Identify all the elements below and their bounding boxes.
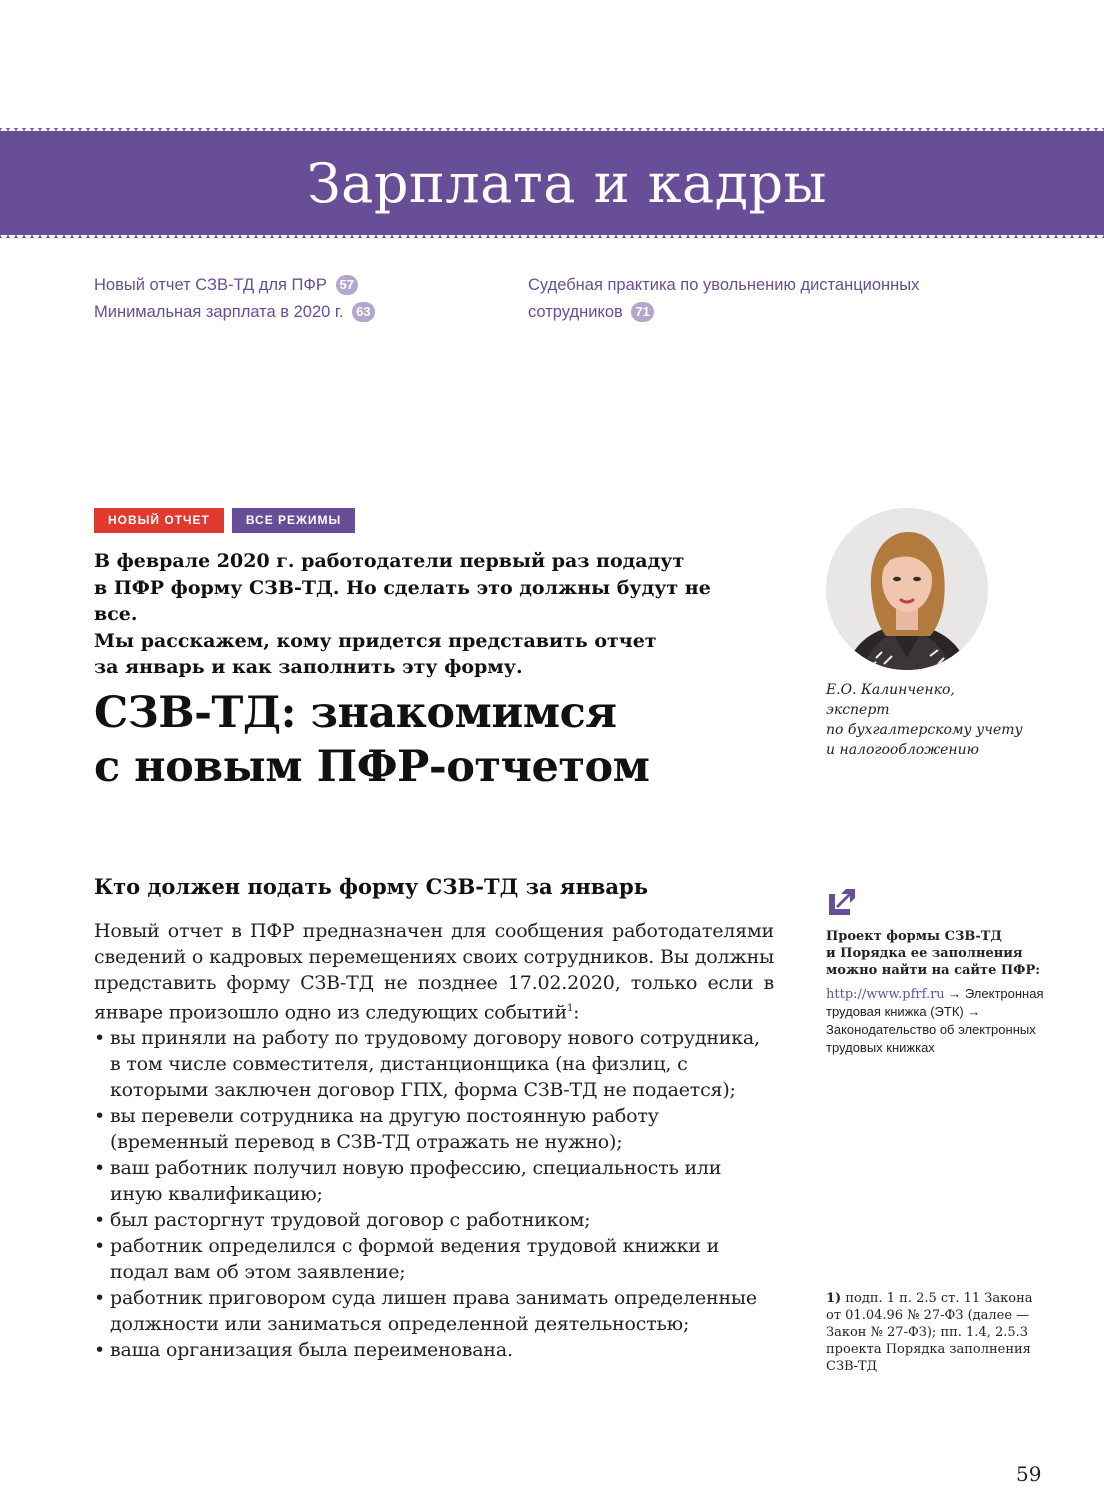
list-item: • вы приняли на работу по трудовому договору нового сотрудника, в том числе совместителя, дистанционщика (на физлиц, с которыми заключен договор ГПХ, форма СЗВ-ТД не подается); (94, 1025, 774, 1103)
article-headline (94, 686, 774, 794)
toc-item-label: Новый отчет СЗВ-ТД для ПФР (94, 276, 327, 294)
body-intro-text: Новый отчет в ПФР предназначен для сообщения работодателями сведений о кадровых перемещениях своих сотрудников. Вы должны представить форму СЗВ-ТД не позднее 17.02.2020, только если в январе произошло одно из следующих событий (94, 920, 774, 1024)
headline-line: с новым ПФР-отчетом (94, 742, 650, 792)
author-credit (826, 680, 1066, 760)
lead-line: в ПФР форму СЗВ-ТД. Но сделать это должны будут не все. (94, 576, 711, 625)
toc-item[interactable] (94, 272, 375, 299)
toc-page-badge: 57 (336, 275, 358, 295)
pfr-link[interactable]: http://www.pfrf.ru (826, 987, 945, 1002)
events-list (94, 1025, 774, 1363)
sidebar-note-heading: Проект формы СЗВ-ТД (826, 929, 1002, 944)
footnote-ref[interactable]: 1 (566, 1003, 574, 1014)
sidebar-note-heading: можно найти на сайте ПФР: (826, 963, 1041, 978)
pfr-path: → Электронная трудовая книжка (ЭТК) → Законодательство об электронных трудовых книжках (826, 986, 1044, 1055)
body-intro-end: : (573, 1001, 580, 1024)
body-paragraph (94, 918, 774, 1025)
list-item: • ваш работник получил новую профессию, специальность или иную квалификацию; (94, 1155, 774, 1207)
list-item: • работник определился с формой ведения трудовой книжки и подал вам об этом заявление; (94, 1233, 774, 1285)
author-role: по бухгалтерскому учету (826, 722, 1023, 738)
sidebar-note (826, 928, 1046, 1057)
author-role: и налогообложению (826, 742, 979, 758)
toc-page-badge: 63 (352, 302, 374, 322)
list-item: • вы перевели сотрудника на другую постоянную работу (временный перевод в СЗВ-ТД отражать не нужно); (94, 1103, 774, 1155)
footnote (826, 1290, 1046, 1375)
section-banner (0, 128, 1104, 238)
toc-page-badge: 71 (631, 302, 653, 322)
tag-all-regimes: ВСЕ РЕЖИМЫ (232, 508, 355, 533)
list-item: • был расторгнут трудовой договор с работником; (94, 1207, 774, 1233)
external-link-icon (826, 886, 858, 918)
section-title-banner: Зарплата и кадры (306, 151, 828, 215)
article-tags (94, 508, 355, 533)
lead-line: В феврале 2020 г. работодатели первый раз подадут (94, 550, 685, 572)
author-role: эксперт (826, 702, 890, 718)
toc-item-label-line: сотрудников (528, 303, 623, 321)
lead-line: Мы расскажем, кому придется представить отчет (94, 629, 657, 652)
footnote-text: подп. 1 п. 2.5 ст. 11 Закона от 01.04.96 № 27-ФЗ (далее — Закон № 27-ФЗ); пп. 1.4, 2.5.3 проекта Порядка заполнения СЗВ-ТД (826, 1291, 1033, 1374)
section-heading: Кто должен подать форму СЗВ-ТД за январь (94, 874, 648, 899)
toc-item-label: Минимальная зарплата в 2020 г. (94, 303, 344, 321)
article-body (94, 918, 774, 1363)
toc-item-label-line: Судебная практика по увольнению дистанционных (528, 276, 920, 294)
author-photo (826, 508, 988, 670)
toc-item[interactable] (94, 299, 375, 326)
toc-item (528, 299, 948, 326)
headline-line: СЗВ-ТД: знакомимся (94, 688, 617, 738)
sidebar-note-body (826, 985, 1046, 1057)
list-item: • работник приговором суда лишен права занимать определенные должности или заниматься определенной деятельностью; (94, 1285, 774, 1337)
lead-line: за январь и как заполнить эту форму. (94, 656, 523, 678)
tag-new-report: НОВЫЙ ОТЧЕТ (94, 508, 224, 533)
list-item: • ваша организация была переименована. (94, 1337, 774, 1363)
page-number: 59 (1016, 1462, 1042, 1486)
article-lead (94, 548, 734, 681)
author-name: Е.О. Калинченко, (826, 682, 955, 698)
author-portrait-illustration (826, 508, 988, 670)
footnote-marker: 1) (826, 1291, 842, 1306)
toc-right[interactable] (528, 272, 948, 326)
toc-left (94, 272, 375, 326)
sidebar-note-heading: и Порядка ее заполнения (826, 946, 1023, 961)
